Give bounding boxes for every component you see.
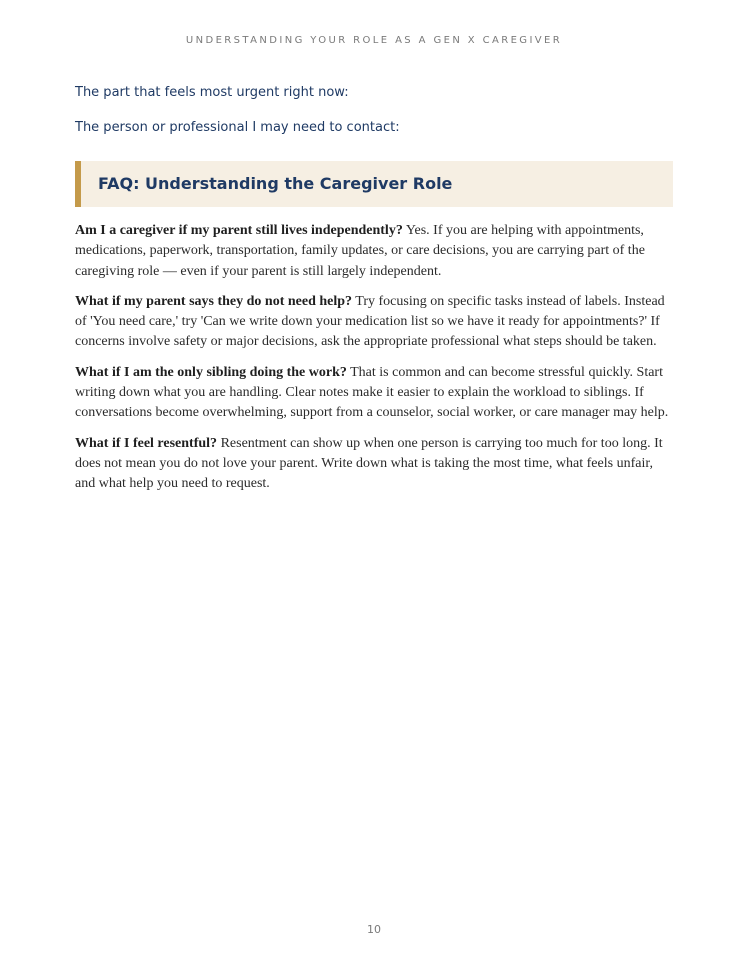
faq-question: What if I feel resentful? (75, 435, 218, 451)
faq-answer: That is common and can become stressful quickly. Start writing down what you are handling. Clear notes make it easier to explain the workload to siblings. If conversations become overwhelming, support from a counselor, social worker, or care manager may help. (75, 364, 669, 421)
faq-item (75, 434, 673, 495)
faq-answer: Yes. If you are helping with appointments, medications, paperwork, transportation, family updates, or care decisions, you are carrying part of the caregiving role — even if your parent is still largely independent. (75, 223, 645, 279)
urgent-prompt: The part that feels most urgent right now: (75, 85, 349, 100)
page-number: 10 (367, 923, 381, 936)
contact-prompt: The person or professional I may need to contact: (75, 120, 400, 135)
faq-item (75, 292, 673, 353)
faq-question: Am I a caregiver if my parent still lives independently? (75, 223, 403, 238)
faq-title: FAQ: Understanding the Caregiver Role (98, 174, 453, 193)
faq-heading-box (75, 161, 673, 207)
faq-question: What if my parent says they do not need help? (75, 293, 353, 309)
faq-answer: Resentment can show up when one person is carrying too much for too long. It does not mean you do not love your parent. Write down what is taking the most time, what feels unfair, and what help you need to request. (75, 435, 663, 492)
running-header: UNDERSTANDING YOUR ROLE AS A GEN X CAREGIVER (185, 35, 563, 46)
faq-answer: Try focusing on specific tasks instead of labels. Instead of 'You need care,' try 'Can we write down your medication list so we have it ready for appointments?' If concerns involve safety or major decisions, ask the appropriate professional what steps should be taken. (75, 293, 665, 350)
faq-list (75, 221, 673, 505)
faq-item (75, 221, 673, 282)
faq-item (75, 363, 673, 424)
faq-question: What if I am the only sibling doing the work? (75, 364, 347, 380)
